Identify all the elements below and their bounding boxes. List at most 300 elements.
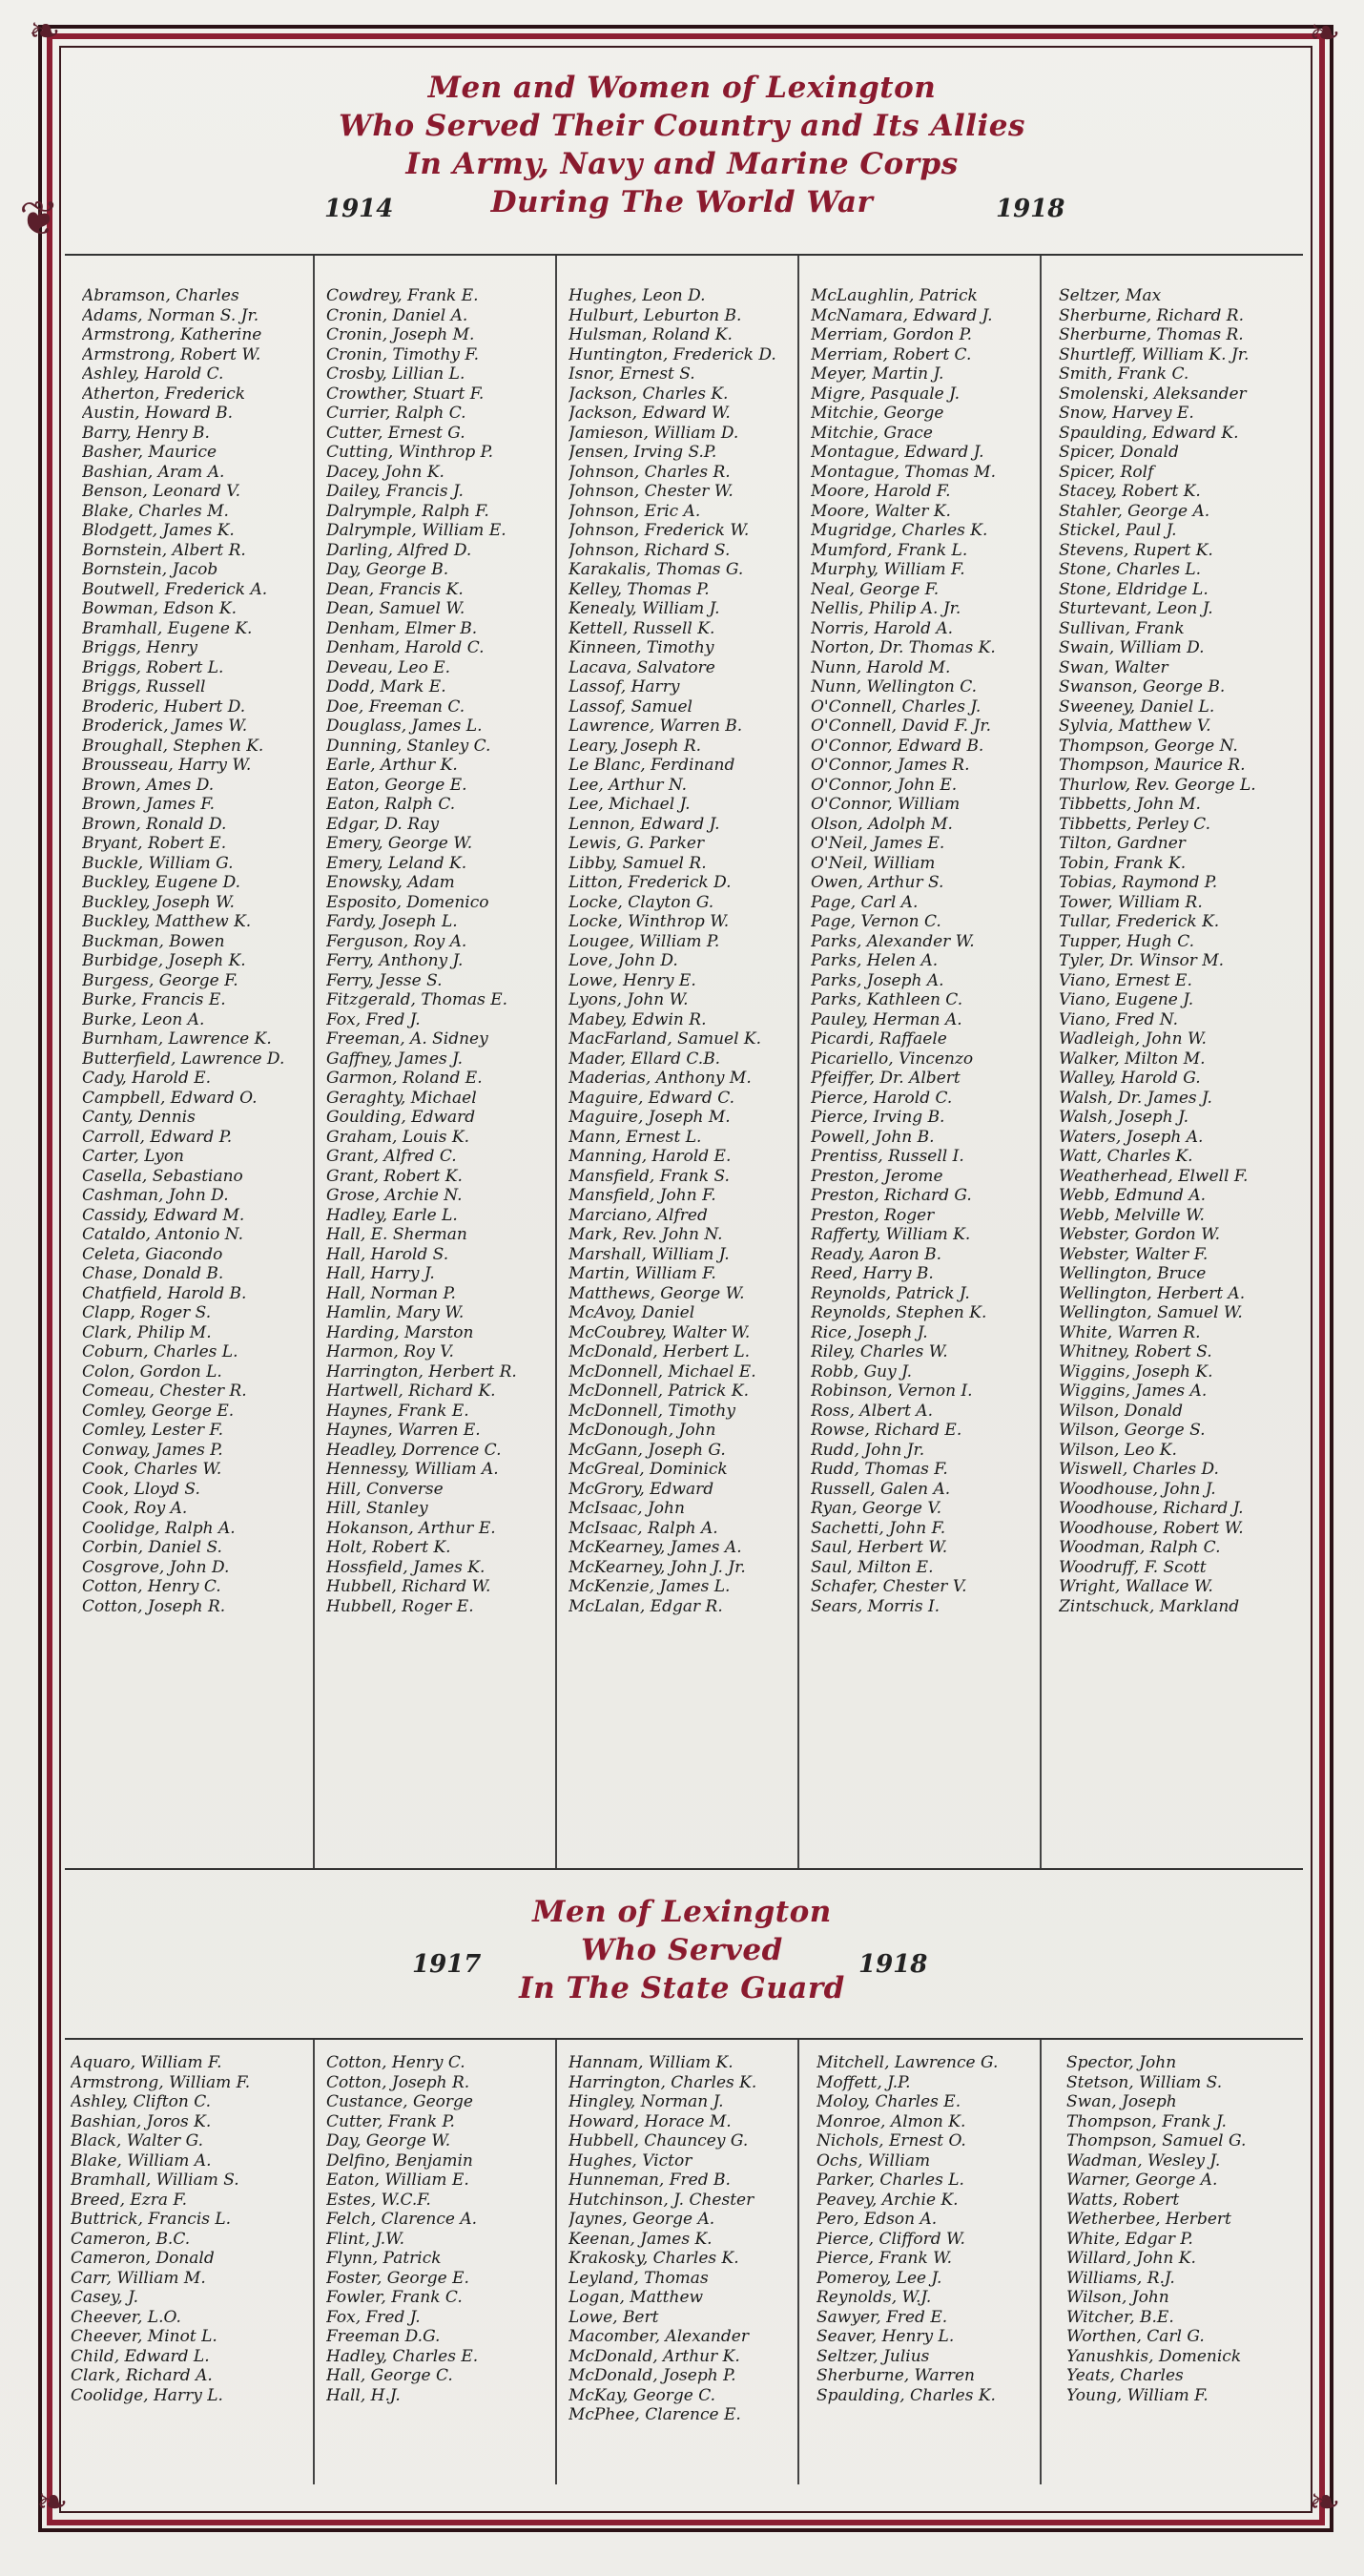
name-entry: Burke, Francis E. [82, 990, 226, 1009]
state-guard-column-4 [816, 2053, 1036, 2405]
name-entry: Locke, Winthrop W. [568, 912, 730, 931]
name-entry: Dailey, Francis J. [326, 482, 464, 501]
name-entry: Dunning, Stanley C. [326, 736, 491, 756]
name-entry: Lewis, G. Parker [568, 834, 705, 853]
column-divider [555, 256, 557, 1868]
state-guard-column-5 [1066, 2053, 1295, 2405]
name-entry: Bramhall, William S. [71, 2171, 239, 2190]
name-entry: Walsh, Dr. James J. [1059, 1088, 1212, 1108]
name-entry: Tobin, Frank K. [1059, 853, 1187, 873]
name-entry: Dacey, John K. [326, 462, 444, 482]
name-entry: Olson, Adolph M. [811, 814, 953, 834]
name-entry: Grant, Alfred C. [326, 1147, 457, 1166]
name-entry: Page, Carl A. [811, 892, 919, 912]
name-entry: Hutchinson, J. Chester [568, 2190, 754, 2210]
name-entry: Butterfield, Lawrence D. [82, 1049, 285, 1069]
name-entry: Briggs, Russell [82, 677, 206, 696]
name-entry: Williams, R.J. [1066, 2268, 1175, 2288]
name-entry: Love, John D. [568, 951, 678, 970]
name-entry: Abramson, Charles [82, 286, 239, 305]
name-entry: Buckley, Joseph W. [82, 892, 235, 912]
name-entry: McAvoy, Daniel [568, 1303, 695, 1322]
name-entry: Bowman, Edson K. [82, 599, 237, 618]
name-entry: Hill, Converse [326, 1479, 444, 1499]
name-entry: Walsh, Joseph J. [1059, 1108, 1189, 1127]
name-entry: Armstrong, Robert W. [82, 344, 261, 364]
name-entry: Blake, William A. [71, 2150, 212, 2171]
name-entry: Woodman, Ralph C. [1059, 1538, 1221, 1557]
name-entry: Buckley, Matthew K. [82, 912, 252, 931]
name-entry: Woodruff, F. Scott [1059, 1557, 1207, 1577]
name-entry: Webster, Gordon W. [1059, 1225, 1221, 1244]
name-entry: McIsaac, John [568, 1499, 685, 1518]
name-entry: Cataldo, Antonio N. [82, 1225, 243, 1244]
name-entry: Johnson, Eric A. [568, 501, 701, 521]
name-entry: Tibbetts, John M. [1059, 795, 1201, 814]
column-divider [1040, 256, 1042, 1868]
name-entry: Mumford, Frank L. [811, 540, 968, 560]
name-entry: Burnham, Lawrence K. [82, 1029, 272, 1049]
name-entry: Sears, Morris I. [811, 1596, 940, 1616]
name-entry: Stone, Eldridge L. [1059, 579, 1209, 599]
name-entry: Burke, Leon A. [82, 1009, 205, 1029]
name-entry: Woodhouse, John J. [1059, 1479, 1216, 1499]
name-entry: Witcher, B.E. [1066, 2307, 1174, 2327]
name-entry: Smolenski, Aleksander [1059, 384, 1247, 404]
name-entry: Nichols, Ernest O. [816, 2131, 966, 2150]
column-divider [555, 2040, 557, 2484]
name-entry: Moore, Harold F. [811, 482, 951, 501]
name-entry: Manning, Harold E. [568, 1147, 732, 1166]
name-entry: Mader, Ellard C.B. [568, 1049, 721, 1069]
name-entry: Briggs, Robert L. [82, 657, 224, 677]
honor-roll-column-2 [326, 286, 551, 1616]
name-entry: Coolidge, Ralph A. [82, 1518, 236, 1538]
name-entry: Montague, Thomas M. [811, 462, 996, 482]
name-entry: Peavey, Archie K. [816, 2190, 959, 2210]
name-entry: Parker, Charles L. [816, 2171, 964, 2190]
name-entry: Viano, Eugene J. [1059, 990, 1194, 1009]
name-entry: Woodhouse, Richard J. [1059, 1499, 1244, 1518]
divider [65, 2038, 1303, 2040]
name-entry: Cassidy, Edward M. [82, 1205, 245, 1225]
name-entry: Maderias, Anthony M. [568, 1069, 752, 1088]
name-entry: Grose, Archie N. [326, 1186, 463, 1205]
name-entry: Broderic, Hubert D. [82, 696, 246, 717]
name-entry: Cotton, Joseph R. [82, 1596, 226, 1616]
name-entry: Mitchie, George [811, 404, 944, 423]
name-entry: Lawrence, Warren B. [568, 717, 743, 736]
name-entry: McDonnell, Patrick K. [568, 1381, 749, 1401]
name-entry: Moloy, Charles E. [816, 2092, 961, 2111]
name-entry: Casey, J. [71, 2288, 138, 2307]
name-entry: Brown, James F. [82, 795, 215, 814]
name-entry: Rudd, Thomas F. [811, 1460, 948, 1479]
name-entry: Coolidge, Harry L. [71, 2385, 223, 2405]
name-entry: Spaulding, Edward K. [1059, 423, 1239, 443]
heading-line: During The World War [490, 185, 874, 219]
name-entry: Lee, Arthur N. [568, 775, 688, 795]
name-entry: Macomber, Alexander [568, 2327, 749, 2346]
name-entry: Hall, Harry J. [326, 1264, 435, 1283]
name-entry: Doe, Freeman C. [326, 696, 465, 717]
name-entry: Montague, Edward J. [811, 443, 984, 462]
name-entry: Hulsman, Roland K. [568, 325, 733, 344]
name-entry: Monroe, Almon K. [816, 2111, 966, 2131]
name-entry: Dalrymple, William E. [326, 521, 506, 540]
name-entry: Bornstein, Jacob [82, 560, 218, 579]
name-entry: Pierce, Clifford W. [816, 2229, 965, 2249]
name-entry: Spaulding, Charles K. [816, 2385, 996, 2405]
name-entry: Snow, Harvey E. [1059, 404, 1194, 423]
name-entry: McLalan, Edgar R. [568, 1596, 723, 1616]
name-entry: Custance, George [326, 2092, 473, 2111]
name-entry: Brousseau, Harry W. [82, 756, 252, 775]
ornament-icon: ❧ [36, 2481, 69, 2524]
name-entry: Merriam, Gordon P. [811, 325, 973, 344]
name-entry: Sachetti, John F. [811, 1518, 946, 1538]
name-entry: Ferry, Jesse S. [326, 970, 443, 990]
name-entry: Thompson, George N. [1059, 736, 1238, 756]
name-entry: Grant, Robert K. [326, 1166, 463, 1186]
name-entry: O'Connell, David F. Jr. [811, 717, 992, 736]
name-entry: Libby, Samuel R. [568, 853, 707, 873]
name-entry: Owen, Arthur S. [811, 873, 944, 892]
name-entry: Chatfield, Harold B. [82, 1283, 247, 1303]
name-entry: Lennon, Edward J. [568, 814, 720, 834]
name-entry: Bornstein, Albert R. [82, 540, 246, 560]
name-entry: Headley, Dorrence C. [326, 1440, 502, 1460]
name-entry: Cotton, Joseph R. [326, 2072, 470, 2092]
name-entry: Ready, Aaron B. [811, 1244, 942, 1264]
name-entry: Day, George B. [326, 560, 449, 579]
vine-ornament-icon: ❦ [19, 191, 59, 246]
name-entry: Comeau, Chester R. [82, 1381, 247, 1401]
name-entry: Clark, Richard A. [71, 2366, 213, 2385]
name-entry: Parks, Alexander W. [811, 931, 975, 951]
name-entry: Comley, George E. [82, 1401, 235, 1421]
name-entry: Basher, Maurice [82, 443, 217, 462]
name-entry: Comley, Lester F. [82, 1421, 224, 1440]
name-entry: Graham, Louis K. [326, 1127, 469, 1147]
name-entry: Spicer, Donald [1059, 443, 1179, 462]
name-entry: Norton, Dr. Thomas K. [811, 638, 996, 657]
name-entry: Brown, Ronald D. [82, 814, 227, 834]
name-entry: Yanushkis, Domenick [1066, 2346, 1242, 2366]
name-entry: Aquaro, William F. [71, 2053, 222, 2072]
name-entry: Prentiss, Russell I. [811, 1147, 964, 1166]
name-entry: Harding, Marston [326, 1322, 474, 1342]
name-entry: Locke, Clayton G. [568, 892, 714, 912]
name-entry: Maguire, Edward C. [568, 1088, 735, 1108]
name-entry: Ochs, William [816, 2150, 931, 2171]
name-entry: Thompson, Frank J. [1066, 2111, 1227, 2131]
name-entry: Johnson, Richard S. [568, 540, 731, 560]
name-entry: Bashian, Joros K. [71, 2111, 212, 2131]
honor-roll-column-1 [82, 286, 307, 1616]
name-entry: Hamlin, Mary W. [326, 1303, 465, 1322]
name-entry: Ross, Albert A. [811, 1401, 933, 1421]
name-entry: Saul, Herbert W. [811, 1538, 948, 1557]
name-entry: Picardi, Raffaele [811, 1029, 947, 1049]
heading-line: Who Served Their Country and Its Allies [339, 109, 1025, 143]
name-entry: Krakosky, Charles K. [568, 2249, 739, 2268]
name-entry: Johnson, Charles R. [568, 462, 731, 482]
name-entry: McKenzie, James L. [568, 1577, 731, 1596]
name-entry: Nunn, Harold M. [811, 657, 951, 677]
name-entry: Pfeiffer, Dr. Albert [811, 1069, 961, 1088]
name-entry: Hingley, Norman J. [568, 2092, 724, 2111]
name-entry: Saul, Milton E. [811, 1557, 934, 1577]
name-entry: Lyons, John W. [568, 990, 689, 1009]
name-entry: O'Connor, Edward B. [811, 736, 984, 756]
name-entry: Harrington, Charles K. [568, 2072, 757, 2092]
name-entry: Lougee, William P. [568, 931, 720, 951]
name-entry: Litton, Frederick D. [568, 873, 732, 892]
name-entry: Spicer, Rolf [1059, 462, 1154, 482]
name-entry: Barry, Henry B. [82, 423, 210, 443]
name-entry: Wilson, Donald [1059, 1401, 1184, 1421]
name-entry: Murphy, William F. [811, 560, 965, 579]
name-entry: MacFarland, Samuel K. [568, 1029, 762, 1049]
name-entry: Hall, George C. [326, 2366, 453, 2385]
name-entry: Hubbell, Richard W. [326, 1577, 491, 1596]
name-entry: Armstrong, William F. [71, 2072, 251, 2092]
state-guard-column-2 [326, 2053, 551, 2405]
name-entry: McGreal, Dominick [568, 1460, 728, 1479]
year-end: 1918 [858, 1950, 928, 1979]
name-entry: Hill, Stanley [326, 1499, 428, 1518]
name-entry: O'Neil, William [811, 853, 936, 873]
name-entry: Buttrick, Francis L. [71, 2210, 232, 2229]
name-entry: Preston, Jerome [811, 1166, 943, 1186]
heading-line: In The State Guard [519, 1971, 845, 2005]
name-entry: Goulding, Edward [326, 1108, 476, 1127]
name-entry: Viano, Ernest E. [1059, 970, 1192, 990]
name-entry: Fox, Fred J. [326, 2307, 421, 2327]
name-entry: Schafer, Chester V. [811, 1577, 967, 1596]
name-entry: Wadman, Wesley J. [1066, 2150, 1221, 2171]
name-entry: Colon, Gordon L. [82, 1361, 222, 1381]
name-entry: Fardy, Joseph L. [326, 912, 458, 931]
name-entry: Swain, William D. [1059, 638, 1205, 657]
name-entry: McDonald, Joseph P. [568, 2366, 736, 2385]
name-entry: McNamara, Edward J. [811, 305, 993, 325]
name-entry: McIsaac, Ralph A. [568, 1518, 718, 1538]
name-entry: O'Neil, James E. [811, 834, 945, 853]
name-entry: Ferguson, Roy A. [326, 931, 467, 951]
name-entry: McDonough, John [568, 1421, 716, 1440]
name-entry: McPhee, Clarence E. [568, 2405, 741, 2424]
name-entry: Spector, John [1066, 2053, 1177, 2072]
name-entry: Fowler, Frank C. [326, 2288, 463, 2307]
name-entry: Adams, Norman S. Jr. [82, 305, 259, 325]
name-entry: McDonald, Herbert L. [568, 1342, 751, 1361]
name-entry: Tibbetts, Perley C. [1059, 814, 1210, 834]
name-entry: McKearney, James A. [568, 1538, 742, 1557]
name-entry: Cook, Lloyd S. [82, 1479, 200, 1499]
ornament-icon: ❧ [29, 10, 61, 53]
year-start: 1917 [412, 1950, 482, 1979]
name-entry: Hulburt, Leburton B. [568, 305, 742, 325]
name-entry: Carr, William M. [71, 2268, 206, 2288]
name-entry: Cutter, Frank P. [326, 2111, 455, 2131]
name-entry: Cutter, Ernest G. [326, 423, 465, 443]
name-entry: McLaughlin, Patrick [811, 286, 978, 305]
name-entry: Wellington, Bruce [1059, 1264, 1207, 1283]
name-entry: Tyler, Dr. Winsor M. [1059, 951, 1225, 970]
name-entry: Rowse, Richard E. [811, 1421, 962, 1440]
name-entry: Darling, Alfred D. [326, 540, 472, 560]
heading-line: Who Served [581, 1933, 783, 1967]
name-entry: Wilson, George S. [1059, 1421, 1206, 1440]
name-entry: Waters, Joseph A. [1059, 1127, 1204, 1147]
name-entry: Eaton, William E. [326, 2171, 469, 2190]
name-entry: Sherburne, Richard R. [1059, 305, 1245, 325]
name-entry: Stickel, Paul J. [1059, 521, 1177, 540]
honor-roll-column-4 [811, 286, 1036, 1616]
name-entry: Austin, Howard B. [82, 404, 234, 423]
name-entry: Nunn, Wellington C. [811, 677, 978, 696]
name-entry: Meyer, Martin J. [811, 364, 944, 384]
name-entry: Sylvia, Matthew V. [1059, 717, 1211, 736]
name-entry: Harmon, Roy V. [326, 1342, 454, 1361]
name-entry: Black, Walter G. [71, 2131, 204, 2150]
name-entry: Marciano, Alfred [568, 1205, 708, 1225]
name-entry: Watt, Charles K. [1059, 1147, 1193, 1166]
name-entry: Seltzer, Max [1059, 286, 1162, 305]
name-entry: Whitney, Robert S. [1059, 1342, 1212, 1361]
name-entry: Parks, Helen A. [811, 951, 939, 970]
name-entry: Cheever, Minot L. [71, 2327, 217, 2346]
name-entry: Sweeney, Daniel L. [1059, 696, 1215, 717]
name-entry: Hughes, Leon D. [568, 286, 706, 305]
name-entry: Merriam, Robert C. [811, 344, 972, 364]
name-entry: Page, Vernon C. [811, 912, 941, 931]
name-entry: Clark, Philip M. [82, 1322, 212, 1342]
name-entry: Eaton, Ralph C. [326, 795, 456, 814]
name-entry: Neal, George F. [811, 579, 940, 599]
name-entry: Cosgrove, John D. [82, 1557, 230, 1577]
name-entry: Migre, Pasquale J. [811, 384, 961, 404]
name-entry: Norris, Harold A. [811, 618, 954, 638]
name-entry: Pierce, Frank W. [816, 2249, 953, 2268]
name-entry: Mann, Ernest L. [568, 1127, 702, 1147]
name-entry: Young, William F. [1066, 2385, 1209, 2405]
name-entry: Tullar, Frederick K. [1059, 912, 1220, 931]
name-entry: Parks, Kathleen C. [811, 990, 963, 1009]
name-entry: Robinson, Vernon I. [811, 1381, 973, 1401]
name-entry: Hall, E. Sherman [326, 1225, 467, 1244]
name-entry: White, Warren R. [1059, 1322, 1201, 1342]
name-entry: Preston, Richard G. [811, 1186, 972, 1205]
name-entry: Jaynes, George A. [568, 2210, 715, 2229]
name-entry: Kenealy, William J. [568, 599, 720, 618]
name-entry: Briggs, Henry [82, 638, 197, 657]
name-entry: McKay, George C. [568, 2385, 716, 2405]
name-entry: Bramhall, Eugene K. [82, 618, 253, 638]
name-entry: Swanson, George B. [1059, 677, 1226, 696]
name-entry: Foster, George E. [326, 2268, 469, 2288]
name-entry: Rudd, John Jr. [811, 1440, 925, 1460]
name-entry: Stacey, Robert K. [1059, 482, 1201, 501]
name-entry: Freeman, A. Sidney [326, 1029, 488, 1049]
name-entry: Matthews, George W. [568, 1283, 745, 1303]
name-entry: Yeats, Charles [1066, 2366, 1184, 2385]
name-entry: Sherburne, Thomas R. [1059, 325, 1244, 344]
column-divider [313, 2040, 315, 2484]
name-entry: Cashman, John D. [82, 1186, 229, 1205]
name-entry: Webb, Edmund A. [1059, 1186, 1206, 1205]
name-entry: Celeta, Giacondo [82, 1244, 223, 1264]
name-entry: Hughes, Victor [568, 2150, 692, 2171]
name-entry: Martin, William F. [568, 1264, 716, 1283]
name-entry: Denham, Harold C. [326, 638, 485, 657]
name-entry: Wellington, Herbert A. [1059, 1283, 1246, 1303]
name-entry: Brown, Ames D. [82, 775, 215, 795]
name-entry: Zintschuck, Markland [1059, 1596, 1240, 1616]
name-entry: Casella, Sebastiano [82, 1166, 243, 1186]
name-entry: Watts, Robert [1066, 2190, 1180, 2210]
name-entry: Hannam, William K. [568, 2053, 734, 2072]
name-entry: Moore, Walter K. [811, 501, 951, 521]
name-entry: Mark, Rev. John N. [568, 1225, 723, 1244]
name-entry: Pierce, Irving B. [811, 1108, 945, 1127]
name-entry: Buckman, Bowen [82, 931, 225, 951]
name-entry: Preston, Roger [811, 1205, 935, 1225]
name-entry: Sherburne, Warren [816, 2366, 975, 2385]
name-entry: Swan, Walter [1059, 657, 1168, 677]
name-entry: Wilson, Leo K. [1059, 1440, 1177, 1460]
name-entry: Cheever, L.O. [71, 2307, 181, 2327]
name-entry: Sullivan, Frank [1059, 618, 1185, 638]
name-entry: Rafferty, William K. [811, 1225, 971, 1244]
name-entry: Burgess, George F. [82, 970, 238, 990]
name-entry: Hadley, Earle L. [326, 1205, 458, 1225]
name-entry: Worthen, Carl G. [1066, 2327, 1205, 2346]
name-entry: Picariello, Vincenzo [811, 1049, 974, 1069]
name-entry: Russell, Galen A. [811, 1479, 951, 1499]
name-entry: Pero, Edson A. [816, 2210, 938, 2229]
name-entry: Willard, John K. [1066, 2249, 1196, 2268]
name-entry: Cook, Charles W. [82, 1460, 222, 1479]
name-entry: Cotton, Henry C. [326, 2053, 465, 2072]
name-entry: Leary, Joseph R. [568, 736, 702, 756]
name-entry: Atherton, Frederick [82, 384, 246, 404]
honor-roll-column-5 [1059, 286, 1297, 1616]
name-entry: Wiggins, James A. [1059, 1381, 1208, 1401]
name-entry: Campbell, Edward O. [82, 1088, 258, 1108]
name-entry: Burbidge, Joseph K. [82, 951, 246, 970]
name-entry: Swan, Joseph [1066, 2092, 1177, 2111]
name-entry: Fox, Fred J. [326, 1009, 421, 1029]
name-entry: Keenan, James K. [568, 2229, 713, 2249]
name-entry: Reynolds, W.J. [816, 2288, 932, 2307]
name-entry: Weatherhead, Elwell F. [1059, 1166, 1249, 1186]
name-entry: McDonald, Arthur K. [568, 2346, 740, 2366]
name-entry: Esposito, Domenico [326, 892, 489, 912]
name-entry: Ashley, Harold C. [82, 364, 224, 384]
name-entry: Howard, Horace M. [568, 2111, 732, 2131]
name-entry: Delfino, Benjamin [326, 2150, 473, 2171]
name-entry: Maguire, Joseph M. [568, 1108, 731, 1127]
column-divider [1040, 2040, 1042, 2484]
name-entry: Flynn, Patrick [326, 2249, 442, 2268]
name-entry: Crowther, Stuart F. [326, 384, 485, 404]
name-entry: Bryant, Robert E. [82, 834, 227, 853]
name-entry: Lassof, Harry [568, 677, 680, 696]
name-entry: Ashley, Clifton C. [71, 2092, 211, 2111]
